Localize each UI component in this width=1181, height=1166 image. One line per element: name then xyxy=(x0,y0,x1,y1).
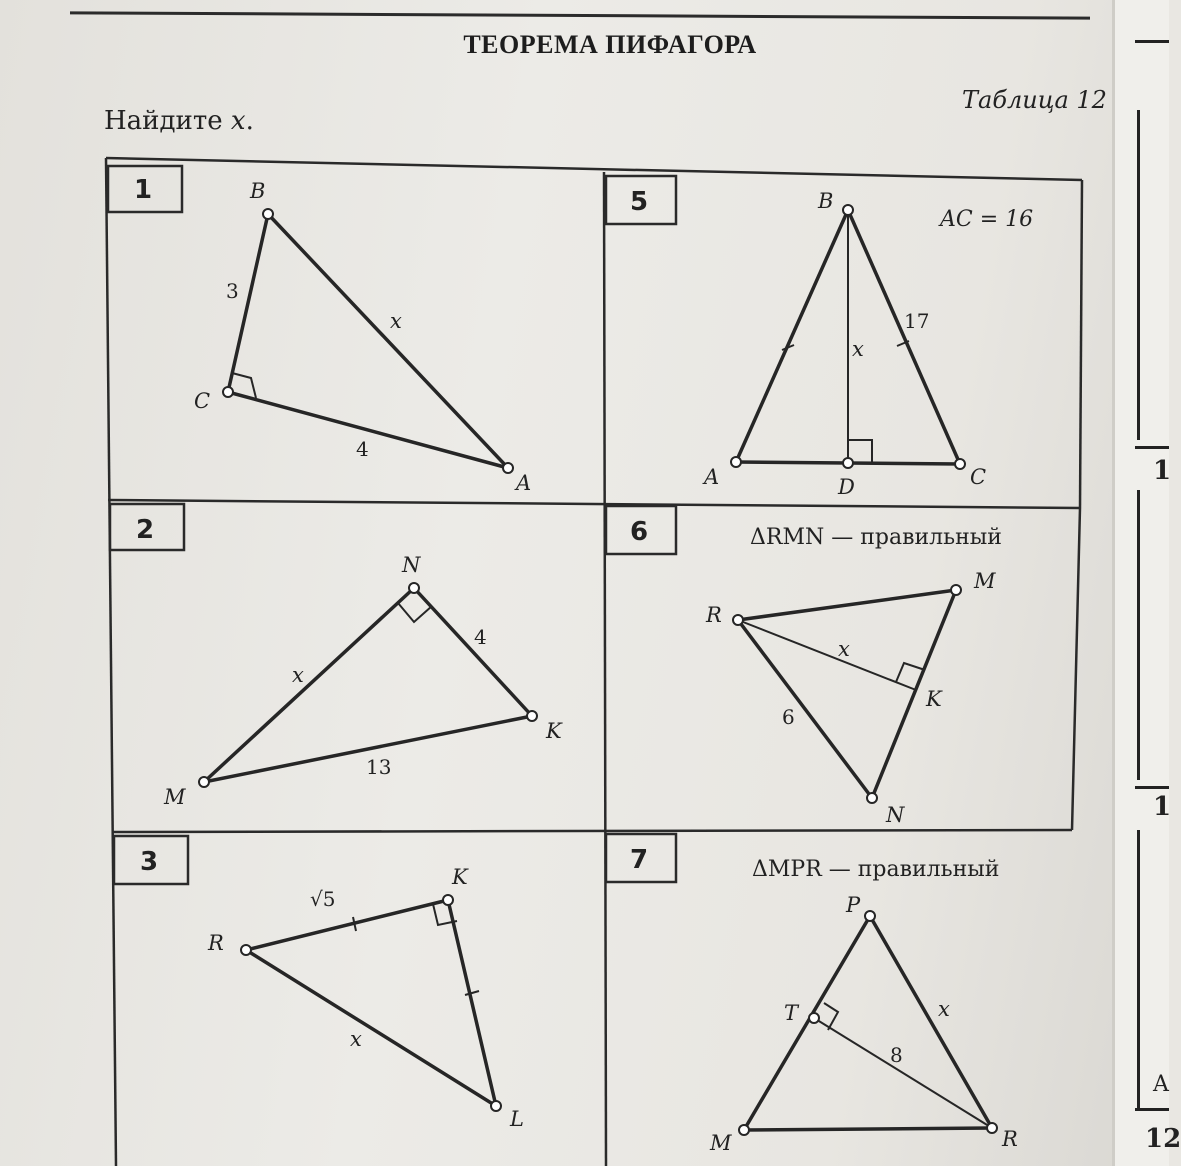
p2-point-n xyxy=(409,583,419,593)
p5-point-a xyxy=(731,457,741,467)
problem-2-figure xyxy=(163,553,563,809)
p6-side-mn xyxy=(872,590,956,798)
p7-point-p xyxy=(865,911,875,921)
p3-length-rl: x xyxy=(350,1027,362,1051)
problem-1-number: 1 xyxy=(134,175,153,205)
p6-length-rk: x xyxy=(838,637,850,661)
p3-right-angle xyxy=(433,904,457,925)
adjacent-vline-2 xyxy=(1137,490,1140,780)
p3-side-kl xyxy=(448,900,496,1106)
p5-point-d xyxy=(843,458,853,468)
p3-point-l xyxy=(491,1101,501,1111)
grid-right-2 xyxy=(1072,508,1080,830)
p3-side-rl xyxy=(246,950,496,1106)
instruction-prefix: Найдите xyxy=(104,106,231,136)
p2-label-k: K xyxy=(546,719,562,743)
grid-left xyxy=(106,158,116,1166)
p2-length-mn: x xyxy=(292,663,304,687)
grid-row1 xyxy=(108,500,1080,508)
p3-label-r: R xyxy=(208,931,224,955)
p6-condition: ΔRMN — правильный xyxy=(750,525,1002,550)
problem-6-number: 6 xyxy=(630,517,649,547)
problem-2-number: 2 xyxy=(136,515,155,545)
p3-point-r xyxy=(241,945,251,955)
p1-length-ca: 4 xyxy=(356,437,369,461)
p1-point-a xyxy=(503,463,513,473)
page-title: ТЕОРЕМА ПИФАГОРА xyxy=(463,30,757,59)
p7-length-pr: x xyxy=(938,997,950,1021)
instruction-suffix: . xyxy=(245,106,254,136)
p2-length-nk: 4 xyxy=(474,625,487,649)
p6-length-rn: 6 xyxy=(782,705,795,729)
p3-label-k: K xyxy=(452,865,468,889)
p5-side-bc xyxy=(848,210,960,464)
p1-label-a: A xyxy=(516,471,532,495)
p6-point-r xyxy=(733,615,743,625)
adjacent-number-1: 1 xyxy=(1153,456,1172,486)
p7-label-p: P xyxy=(846,893,861,917)
problem-7-figure xyxy=(709,857,1018,1155)
problem-1-figure xyxy=(194,179,531,495)
problem-3-number: 3 xyxy=(140,847,159,877)
p7-label-m: M xyxy=(710,1131,732,1155)
p3-length-rk: √5 xyxy=(310,887,336,911)
p1-point-b xyxy=(263,209,273,219)
adjacent-letter: A xyxy=(1153,1072,1169,1097)
p5-point-c xyxy=(955,459,965,469)
p6-label-n: N xyxy=(886,803,905,827)
p6-point-m xyxy=(951,585,961,595)
grid-row2 xyxy=(112,830,1072,832)
problem-5-figure xyxy=(702,189,1033,499)
p7-condition: ΔMPR — правильный xyxy=(752,857,1000,882)
p3-point-k xyxy=(443,895,453,905)
p5-length-bc: 17 xyxy=(904,309,930,333)
adjacent-vline-1 xyxy=(1137,110,1140,440)
p7-point-m xyxy=(739,1125,749,1135)
problem-5-number: 5 xyxy=(630,187,649,217)
table-label: Таблица 12 xyxy=(962,86,1107,114)
p6-label-m: M xyxy=(974,569,996,593)
p7-label-t: T xyxy=(784,1001,799,1025)
p2-length-mk: 13 xyxy=(366,755,392,779)
grid-top xyxy=(106,158,1082,180)
p5-label-c: C xyxy=(970,465,987,489)
p6-label-r: R xyxy=(706,603,722,627)
p7-point-t xyxy=(809,1013,819,1023)
p1-length-ab: x xyxy=(390,309,402,333)
p1-label-b: B xyxy=(250,179,266,203)
p1-side-ab xyxy=(268,214,508,468)
p5-condition: AC = 16 xyxy=(940,207,1034,232)
p7-point-r xyxy=(987,1123,997,1133)
adjacent-rule-1 xyxy=(1135,40,1169,43)
grid-mid xyxy=(604,172,606,1166)
p2-side-mn xyxy=(204,588,414,782)
p5-label-d: D xyxy=(838,475,855,499)
p1-label-c: C xyxy=(194,389,211,413)
p2-point-k xyxy=(527,711,537,721)
p2-right-angle xyxy=(398,603,432,622)
grid-right-1 xyxy=(1080,180,1082,508)
adjacent-rule-3 xyxy=(1135,786,1169,789)
adjacent-rule-2 xyxy=(1135,446,1169,449)
p2-point-m xyxy=(199,777,209,787)
problem-3-figure xyxy=(207,865,524,1131)
p5-length-bd: x xyxy=(852,337,864,361)
instruction-variable: x xyxy=(230,106,246,136)
p6-side-rm xyxy=(738,590,956,620)
p7-segment-tr xyxy=(814,1018,992,1128)
p7-side-pr xyxy=(870,916,992,1128)
p1-point-c xyxy=(223,387,233,397)
p7-side-pm xyxy=(744,916,870,1130)
p3-tick-kl xyxy=(465,991,479,995)
p5-point-b xyxy=(843,205,853,215)
p5-label-a: A xyxy=(704,465,720,489)
adjacent-page-edge xyxy=(1112,0,1181,1166)
adjacent-vline-3 xyxy=(1137,830,1140,1110)
p7-label-r: R xyxy=(1002,1127,1018,1151)
p3-label-l: L xyxy=(510,1107,524,1131)
adjacent-number-2: 1 xyxy=(1153,792,1172,822)
problem-6-figure xyxy=(705,525,1002,827)
grid-lines xyxy=(106,158,1082,1166)
p2-label-m: M xyxy=(164,785,186,809)
problem-7-number: 7 xyxy=(630,845,649,875)
p6-point-n xyxy=(867,793,877,803)
adjacent-rule-4 xyxy=(1135,1108,1169,1111)
p1-length-bc: 3 xyxy=(226,279,239,303)
p5-side-ab xyxy=(736,210,848,462)
p7-side-mr xyxy=(744,1128,992,1130)
p3-side-rk xyxy=(246,900,448,950)
p6-label-k: K xyxy=(926,687,942,711)
p7-length-tr: 8 xyxy=(890,1043,903,1067)
p5-label-b: B xyxy=(818,189,834,213)
p1-side-bc xyxy=(228,214,268,392)
p2-label-n: N xyxy=(402,553,421,577)
adjacent-number-3: 12 xyxy=(1145,1124,1181,1154)
